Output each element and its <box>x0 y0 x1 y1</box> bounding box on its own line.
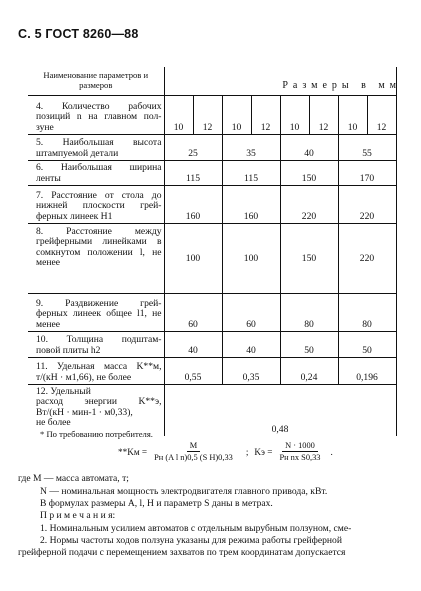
row-label <box>28 95 164 134</box>
row-label <box>28 293 164 331</box>
row-label-line: ленты <box>36 172 61 184</box>
table-cell: 60 <box>164 293 222 331</box>
table-cell: 60 <box>222 293 280 331</box>
table-cell: 12 <box>309 95 338 134</box>
formula-km-denominator: Pн (A l n)0,5 (S H)0,33 <box>154 453 233 462</box>
table-cell: 0,35 <box>222 357 280 384</box>
row-label <box>28 160 164 185</box>
row-label-line: 7. Расстояние от стола до <box>36 189 162 201</box>
table-row <box>28 357 396 384</box>
table-cell: 115 <box>222 160 280 185</box>
table-row <box>28 160 396 185</box>
table-cell: 10 <box>280 95 309 134</box>
row-label-line: менее <box>36 318 60 330</box>
row-label-line: т/(кН · м1,66), не более <box>36 371 132 383</box>
table-cell: 10 <box>338 95 367 134</box>
table-cell: 150 <box>280 160 338 185</box>
table-row <box>28 95 396 134</box>
table-row <box>28 293 396 331</box>
row-label-line: 11. Удельная масса K**м, <box>36 361 162 373</box>
table-cell: 0,48 <box>164 384 396 436</box>
row-label-line: 8. Расстояние между <box>36 225 162 237</box>
footnote: * По требованию потребителя. <box>40 429 153 439</box>
text-line: 2. Нормы частоты ходов ползуна указаны для режима работы грейферной <box>40 535 342 546</box>
text-line: В формулах размеры A, l, H и параметр S даны в метрах. <box>40 498 273 509</box>
table-cell: 40 <box>164 331 222 357</box>
table-cell: 40 <box>222 331 280 357</box>
row-label-line: Вт/(кН · мин-1 · м0,33), <box>36 406 133 418</box>
table-cell: 170 <box>338 160 396 185</box>
row-label <box>28 134 164 160</box>
row-label-line: повой плиты h2 <box>36 344 101 356</box>
table-cell: 10 <box>222 95 251 134</box>
formula: **Kм = $\frac{M}{\text{Pн (A l n)0,5 (S H)0,33}}$ ; Kэ = $\frac{N \cdot 1000}{\text{Pн nх S0,33}}$ . <box>118 441 333 462</box>
table-cell: 220 <box>338 223 396 293</box>
row-label-line: штампуемой детали <box>36 147 119 159</box>
text-line: грейферной подачи с перемещением захватов по трем координатам допускается <box>18 547 346 558</box>
table-cell: 0,24 <box>280 357 338 384</box>
row-label-line: 5. Наибольшая высота <box>36 137 162 149</box>
table-cell: 10 <box>164 95 193 134</box>
formula-km-numerator: M <box>187 441 200 452</box>
row-label-line: 4. Количество рабочих <box>36 100 162 112</box>
table-cell: 100 <box>222 223 280 293</box>
table-cell: 0,55 <box>164 357 222 384</box>
table-cell: 150 <box>280 223 338 293</box>
table-cell: 25 <box>164 134 222 160</box>
table-cell: 12 <box>193 95 222 134</box>
row-label-line: расход энергии K**э, <box>36 396 162 408</box>
table-cell: 50 <box>338 331 396 357</box>
row-label-line: 10. Толщина подштам- <box>36 334 162 346</box>
row-label-line: позиций n на главном пол- <box>36 111 162 123</box>
row-label <box>28 331 164 357</box>
row-label-line: сомкнутом положении l, не <box>36 246 162 258</box>
table-cell: 50 <box>280 331 338 357</box>
row-label-line: менее <box>36 257 60 269</box>
table-cell: 220 <box>338 185 396 223</box>
formula-km-label: **Kм = <box>118 446 148 457</box>
row-label-line: 6. Наибольшая ширина <box>36 162 162 174</box>
table-cell: 80 <box>280 293 338 331</box>
table-row <box>28 331 396 357</box>
table-row <box>28 185 396 223</box>
notes-heading: П р и м е ч а н и я: <box>40 510 116 521</box>
row-label-line: зуне <box>36 121 54 133</box>
text-line: N — номинальная мощность электродвигателя главного привода, кВт. <box>40 486 328 497</box>
table-cell: 160 <box>222 185 280 223</box>
table-cell: 160 <box>164 185 222 223</box>
formula-km-fraction <box>151 441 236 462</box>
table-row <box>28 223 396 293</box>
page-header: С. 5 ГОСТ 8260—88 <box>18 27 139 41</box>
table-cell: 55 <box>338 134 396 160</box>
row-label-line: 12. Удельный <box>36 385 91 397</box>
row-label <box>28 357 164 384</box>
table-cell: 80 <box>338 293 396 331</box>
row-label-line: ферных линеек общее l1, не <box>36 308 162 320</box>
table-row <box>28 134 396 160</box>
table-cell: 40 <box>280 134 338 160</box>
table-cell: 115 <box>164 160 222 185</box>
formula-ke-fraction <box>276 441 323 462</box>
row-label-line: нижней плоскости грей- <box>36 200 162 212</box>
row-label-line: ферных линеек H1 <box>36 210 113 222</box>
table-cell: 12 <box>251 95 280 134</box>
header-param-text: Наименование параметров и размеров <box>43 70 149 90</box>
formula-ke-numerator: N · 1000 <box>282 441 318 452</box>
units-label: Размеры в мм <box>282 80 401 91</box>
table-cell: 0,196 <box>338 357 396 384</box>
row-label-line: не более <box>36 417 71 429</box>
table-cell: 12 <box>367 95 396 134</box>
header-values-cell <box>164 67 396 95</box>
row-label-line: 9. Раздвижение грей- <box>36 297 162 309</box>
row-label-line: грейферными линейками в <box>36 236 162 248</box>
row-label <box>28 223 164 293</box>
formula-ke-denominator: Pн nх S0,33 <box>279 453 321 462</box>
table-cell: 220 <box>280 185 338 223</box>
formula-ke-label: Kэ = <box>254 446 273 457</box>
table-cell: 35 <box>222 134 280 160</box>
header-param-cell <box>28 67 164 95</box>
text-line: 1. Номинальным усилием автоматов с отдельным вырубным ползуном, сме- <box>40 523 352 534</box>
text-line: где M — масса автомата, т; <box>18 473 129 484</box>
parameters-table <box>28 67 397 436</box>
table-cell: 100 <box>164 223 222 293</box>
row-label <box>28 185 164 223</box>
